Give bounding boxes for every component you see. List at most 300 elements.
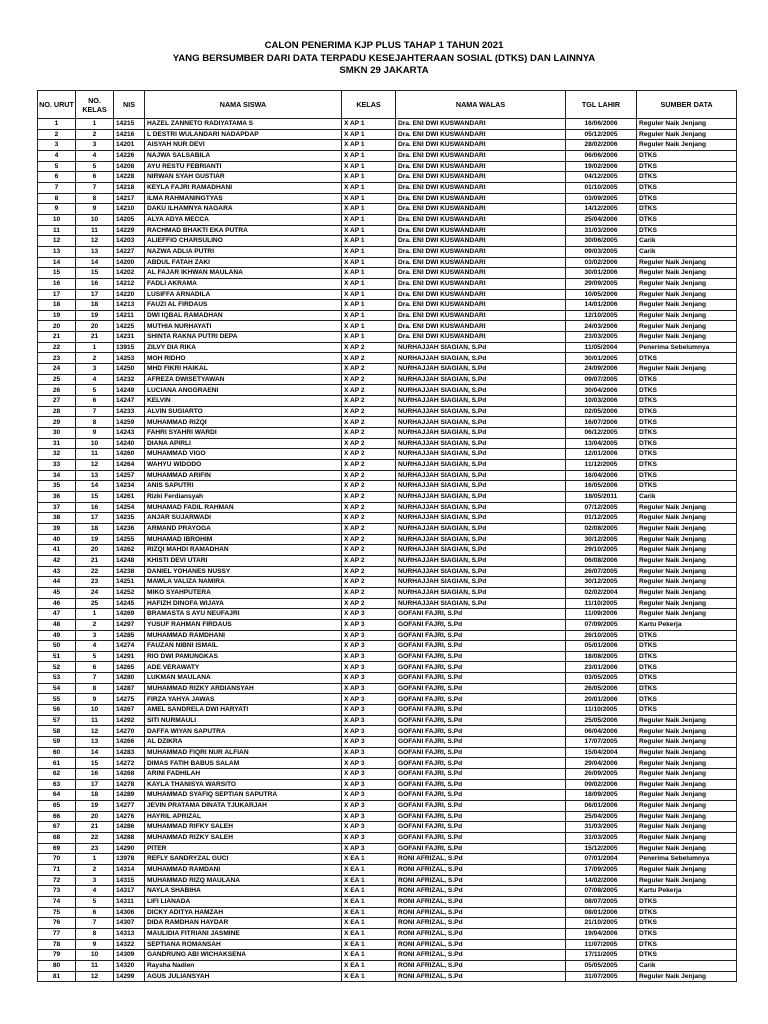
cell-nama-walas: Dra. ENI DWI KUSWANDARI	[396, 332, 566, 343]
cell-sumber-data: DTKS	[637, 683, 737, 694]
cell-nama-siswa: MUHAMMAD FIQRI NUR ALFIAN	[145, 747, 342, 758]
cell-nama-walas: RONI AFRIZAL, S.Pd	[396, 950, 566, 961]
cell-kelas: X AP 1	[342, 193, 396, 204]
cell-sumber-data: Reguler Naik Jenjang	[637, 577, 737, 588]
cell-tgl-lahir: 02/02/2004	[566, 587, 637, 598]
cell-kelas: X AP 3	[342, 673, 396, 684]
cell-nis: 14260	[114, 449, 145, 460]
cell-nama-siswa: LIFI LIANADA	[145, 896, 342, 907]
cell-no-kelas: 1	[76, 609, 114, 620]
cell-nama-siswa: NAYLA SHABIHA	[145, 886, 342, 897]
cell-nama-walas: GOFANI FAJRI, S.Pd	[396, 715, 566, 726]
cell-nama-siswa: HAFIZH DINOFA WIJAYA	[145, 598, 342, 609]
cell-no-urut: 41	[38, 545, 76, 556]
cell-kelas: X AP 2	[342, 566, 396, 577]
cell-no-urut: 64	[38, 790, 76, 801]
cell-no-urut: 37	[38, 502, 76, 513]
cell-sumber-data: Reguler Naik Jenjang	[637, 566, 737, 577]
cell-no-urut: 67	[38, 822, 76, 833]
cell-no-kelas: 21	[76, 555, 114, 566]
cell-sumber-data: Reguler Naik Jenjang	[637, 129, 737, 140]
cell-nis: 14236	[114, 523, 145, 534]
table-row	[38, 257, 737, 268]
cell-no-urut: 42	[38, 555, 76, 566]
cell-sumber-data: DTKS	[637, 481, 737, 492]
cell-no-kelas: 15	[76, 491, 114, 502]
table-row	[38, 236, 737, 247]
cell-nama-walas: GOFANI FAJRI, S.Pd	[396, 832, 566, 843]
cell-no-urut: 9	[38, 204, 76, 215]
cell-nama-walas: NURHAJJAH SIAGIAN, S.Pd	[396, 555, 566, 566]
cell-nama-siswa: YUSUF RAHMAN FIRDAUS	[145, 619, 342, 630]
cell-kelas: X AP 2	[342, 342, 396, 353]
table-row	[38, 534, 737, 545]
cell-kelas: X AP 1	[342, 129, 396, 140]
cell-nis: 14275	[114, 694, 145, 705]
cell-no-kelas: 7	[76, 673, 114, 684]
cell-kelas: X EA 1	[342, 950, 396, 961]
cell-sumber-data: Reguler Naik Jenjang	[637, 779, 737, 790]
cell-no-urut: 15	[38, 268, 76, 279]
cell-nis: 14287	[114, 683, 145, 694]
cell-nis: 14201	[114, 140, 145, 151]
cell-kelas: X AP 3	[342, 619, 396, 630]
cell-nama-walas: NURHAJJAH SIAGIAN, S.Pd	[396, 481, 566, 492]
title-line-2: YANG BERSUMBER DARI DATA TERPADU KESEJAHTERAAN SOSIAL (DTKS) DAN LAINNYA	[172, 52, 596, 64]
cell-kelas: X EA 1	[342, 896, 396, 907]
cell-no-kelas: 4	[76, 374, 114, 385]
cell-sumber-data: Reguler Naik Jenjang	[637, 971, 737, 982]
cell-nis: 14238	[114, 566, 145, 577]
header-tgl-lahir: TGL LAHIR	[566, 91, 637, 119]
cell-no-kelas: 3	[76, 875, 114, 886]
cell-no-urut: 16	[38, 278, 76, 289]
cell-tgl-lahir: 30/12/2005	[566, 577, 637, 588]
cell-tgl-lahir: 05/12/2005	[566, 129, 637, 140]
cell-tgl-lahir: 01/12/2005	[566, 513, 637, 524]
table-row	[38, 779, 737, 790]
cell-nama-siswa: FAUZAN NIBNI ISMAIL	[145, 641, 342, 652]
cell-sumber-data: Reguler Naik Jenjang	[637, 523, 737, 534]
cell-kelas: X AP 2	[342, 481, 396, 492]
cell-kelas: X AP 3	[342, 715, 396, 726]
cell-no-kelas: 25	[76, 598, 114, 609]
cell-no-urut: 1	[38, 119, 76, 130]
cell-nama-walas: RONI AFRIZAL, S.Pd	[396, 896, 566, 907]
cell-kelas: X AP 2	[342, 502, 396, 513]
cell-nama-walas: NURHAJJAH SIAGIAN, S.Pd	[396, 342, 566, 353]
cell-kelas: X EA 1	[342, 918, 396, 929]
table-row	[38, 598, 737, 609]
table-row	[38, 491, 737, 502]
cell-nis: 14234	[114, 481, 145, 492]
cell-tgl-lahir: 30/01/2005	[566, 353, 637, 364]
table-row	[38, 225, 737, 236]
cell-no-urut: 53	[38, 673, 76, 684]
cell-no-kelas: 4	[76, 641, 114, 652]
cell-tgl-lahir: 16/04/2006	[566, 470, 637, 481]
cell-nama-walas: Dra. ENI DWI KUSWANDARI	[396, 236, 566, 247]
cell-tgl-lahir: 07/08/2005	[566, 886, 637, 897]
cell-nama-walas: GOFANI FAJRI, S.Pd	[396, 769, 566, 780]
cell-tgl-lahir: 16/06/2006	[566, 119, 637, 130]
cell-nama-siswa: Raysha Nadien	[145, 960, 342, 971]
cell-no-kelas: 10	[76, 438, 114, 449]
cell-kelas: X AP 1	[342, 172, 396, 183]
cell-nis: 14280	[114, 673, 145, 684]
cell-nama-siswa: AISYAH NUR DEVI	[145, 140, 342, 151]
table-row	[38, 609, 737, 620]
cell-tgl-lahir: 26/05/2006	[566, 683, 637, 694]
cell-nis: 14309	[114, 950, 145, 961]
table-row	[38, 470, 737, 481]
cell-tgl-lahir: 30/01/2006	[566, 268, 637, 279]
cell-nama-walas: NURHAJJAH SIAGIAN, S.Pd	[396, 417, 566, 428]
table-row	[38, 726, 737, 737]
cell-nis: 14253	[114, 353, 145, 364]
cell-nama-walas: NURHAJJAH SIAGIAN, S.Pd	[396, 502, 566, 513]
cell-nama-siswa: KELVIN	[145, 396, 342, 407]
cell-tgl-lahir: 26/10/2005	[566, 630, 637, 641]
cell-nama-siswa: AFREZA DWISETYAWAN	[145, 374, 342, 385]
cell-tgl-lahir: 15/12/2005	[566, 843, 637, 854]
cell-sumber-data: DTKS	[637, 939, 737, 950]
cell-no-kelas: 11	[76, 225, 114, 236]
cell-tgl-lahir: 06/12/2005	[566, 428, 637, 439]
cell-nama-siswa: MUHAMMAD VIGO	[145, 449, 342, 460]
cell-kelas: X AP 3	[342, 641, 396, 652]
cell-kelas: X AP 1	[342, 119, 396, 130]
cell-nis: 14203	[114, 236, 145, 247]
cell-nama-walas: GOFANI FAJRI, S.Pd	[396, 737, 566, 748]
cell-no-urut: 33	[38, 460, 76, 471]
cell-nama-walas: GOFANI FAJRI, S.Pd	[396, 726, 566, 737]
cell-no-urut: 45	[38, 587, 76, 598]
table-row	[38, 971, 737, 982]
cell-sumber-data: Carik	[637, 246, 737, 257]
cell-kelas: X AP 2	[342, 587, 396, 598]
cell-no-kelas: 6	[76, 172, 114, 183]
cell-tgl-lahir: 02/08/2005	[566, 523, 637, 534]
cell-nama-siswa: AL DZIKRA	[145, 737, 342, 748]
cell-tgl-lahir: 19/04/2006	[566, 928, 637, 939]
cell-kelas: X AP 3	[342, 737, 396, 748]
cell-sumber-data: DTKS	[637, 662, 737, 673]
cell-kelas: X AP 3	[342, 779, 396, 790]
cell-nama-siswa: DWI IQBAL RAMADHAN	[145, 310, 342, 321]
cell-kelas: X AP 3	[342, 790, 396, 801]
cell-no-urut: 25	[38, 374, 76, 385]
cell-no-kelas: 17	[76, 513, 114, 524]
cell-no-urut: 14	[38, 257, 76, 268]
header-nama-siswa: NAMA SISWA	[145, 91, 342, 119]
cell-tgl-lahir: 28/02/2006	[566, 140, 637, 151]
cell-nis: 14243	[114, 428, 145, 439]
cell-no-kelas: 19	[76, 801, 114, 812]
cell-no-kelas: 24	[76, 587, 114, 598]
cell-tgl-lahir: 08/01/2006	[566, 907, 637, 918]
table-row	[38, 300, 737, 311]
cell-kelas: X AP 1	[342, 150, 396, 161]
cell-nama-walas: Dra. ENI DWI KUSWANDARI	[396, 161, 566, 172]
cell-tgl-lahir: 07/01/2004	[566, 854, 637, 865]
cell-tgl-lahir: 25/04/2005	[566, 811, 637, 822]
cell-tgl-lahir: 23/01/2006	[566, 662, 637, 673]
cell-kelas: X AP 3	[342, 801, 396, 812]
cell-nama-walas: RONI AFRIZAL, S.Pd	[396, 907, 566, 918]
cell-nis: 14278	[114, 779, 145, 790]
cell-kelas: X AP 2	[342, 545, 396, 556]
cell-sumber-data: Reguler Naik Jenjang	[637, 758, 737, 769]
cell-nama-walas: GOFANI FAJRI, S.Pd	[396, 790, 566, 801]
cell-nama-walas: NURHAJJAH SIAGIAN, S.Pd	[396, 406, 566, 417]
cell-tgl-lahir: 01/10/2005	[566, 182, 637, 193]
cell-no-kelas: 4	[76, 150, 114, 161]
cell-no-urut: 72	[38, 875, 76, 886]
cell-nama-siswa: SHINTA RAKNA PUTRI DEPA	[145, 332, 342, 343]
cell-nama-siswa: MIKO SYAHPUTERA	[145, 587, 342, 598]
cell-kelas: X AP 2	[342, 449, 396, 460]
cell-no-urut: 58	[38, 726, 76, 737]
cell-no-kelas: 12	[76, 726, 114, 737]
cell-tgl-lahir: 10/05/2006	[566, 289, 637, 300]
cell-nama-siswa: NIRWAN SYAH GUSTIAR	[145, 172, 342, 183]
cell-nama-walas: NURHAJJAH SIAGIAN, S.Pd	[396, 374, 566, 385]
table-row	[38, 353, 737, 364]
table-row	[38, 332, 737, 343]
cell-nama-walas: Dra. ENI DWI KUSWANDARI	[396, 119, 566, 130]
table-row	[38, 619, 737, 630]
table-row	[38, 193, 737, 204]
cell-nama-siswa: LUKMAN MAULANA	[145, 673, 342, 684]
cell-nis: 14297	[114, 619, 145, 630]
cell-sumber-data: DTKS	[637, 460, 737, 471]
cell-kelas: X AP 1	[342, 278, 396, 289]
cell-no-kelas: 16	[76, 769, 114, 780]
cell-sumber-data: Reguler Naik Jenjang	[637, 332, 737, 343]
cell-sumber-data: Reguler Naik Jenjang	[637, 257, 737, 268]
cell-kelas: X AP 2	[342, 534, 396, 545]
cell-nama-walas: GOFANI FAJRI, S.Pd	[396, 705, 566, 716]
header-no-kelas: NO. KELAS	[76, 91, 114, 119]
cell-nis: 14306	[114, 907, 145, 918]
cell-no-urut: 79	[38, 950, 76, 961]
cell-kelas: X AP 3	[342, 662, 396, 673]
cell-nama-walas: Dra. ENI DWI KUSWANDARI	[396, 321, 566, 332]
cell-tgl-lahir: 30/04/2006	[566, 385, 637, 396]
cell-tgl-lahir: 02/05/2006	[566, 406, 637, 417]
cell-nis: 14245	[114, 598, 145, 609]
table-row	[38, 673, 737, 684]
cell-tgl-lahir: 09/03/2005	[566, 246, 637, 257]
cell-no-urut: 57	[38, 715, 76, 726]
cell-no-kelas: 15	[76, 758, 114, 769]
cell-sumber-data: DTKS	[637, 694, 737, 705]
table-row	[38, 161, 737, 172]
cell-tgl-lahir: 11/10/2005	[566, 705, 637, 716]
cell-nis: 14210	[114, 204, 145, 215]
cell-no-kelas: 12	[76, 460, 114, 471]
cell-kelas: X AP 3	[342, 832, 396, 843]
cell-sumber-data: Reguler Naik Jenjang	[637, 769, 737, 780]
cell-nama-siswa: KAYLA THANISYA WARSITO	[145, 779, 342, 790]
cell-no-urut: 6	[38, 172, 76, 183]
cell-no-urut: 60	[38, 747, 76, 758]
cell-nama-walas: NURHAJJAH SIAGIAN, S.Pd	[396, 449, 566, 460]
cell-sumber-data: DTKS	[637, 353, 737, 364]
cell-kelas: X AP 2	[342, 417, 396, 428]
cell-nis: 14240	[114, 438, 145, 449]
cell-tgl-lahir: 11/09/2006	[566, 609, 637, 620]
cell-no-kelas: 18	[76, 300, 114, 311]
cell-no-urut: 70	[38, 854, 76, 865]
cell-nama-siswa: SITI NURMAULI	[145, 715, 342, 726]
cell-tgl-lahir: 25/04/2006	[566, 214, 637, 225]
cell-tgl-lahir: 29/09/2005	[566, 278, 637, 289]
cell-tgl-lahir: 31/03/2005	[566, 832, 637, 843]
cell-nama-siswa: ARINI FADHILAH	[145, 769, 342, 780]
cell-kelas: X AP 2	[342, 577, 396, 588]
cell-nis: 14311	[114, 896, 145, 907]
cell-no-kelas: 9	[76, 939, 114, 950]
table-row	[38, 385, 737, 396]
cell-nis: 14289	[114, 790, 145, 801]
cell-nis: 14200	[114, 257, 145, 268]
cell-sumber-data: DTKS	[637, 396, 737, 407]
cell-no-urut: 31	[38, 438, 76, 449]
cell-nama-siswa: FIRZA YAHYA JAWAS	[145, 694, 342, 705]
cell-tgl-lahir: 13/04/2005	[566, 438, 637, 449]
cell-nis: 14267	[114, 705, 145, 716]
cell-nama-siswa: AYU RESTU FEBRIANTI	[145, 161, 342, 172]
cell-kelas: X AP 1	[342, 225, 396, 236]
cell-no-kelas: 20	[76, 321, 114, 332]
cell-nama-siswa: MUHAMAD IBROHIM	[145, 534, 342, 545]
cell-tgl-lahir: 19/02/2006	[566, 161, 637, 172]
cell-nama-walas: NURHAJJAH SIAGIAN, S.Pd	[396, 353, 566, 364]
cell-no-kelas: 7	[76, 918, 114, 929]
cell-sumber-data: DTKS	[637, 428, 737, 439]
cell-no-urut: 77	[38, 928, 76, 939]
header-nis: NIS	[114, 91, 145, 119]
cell-nis: 14291	[114, 651, 145, 662]
cell-nama-walas: NURHAJJAH SIAGIAN, S.Pd	[396, 460, 566, 471]
cell-nis: 14252	[114, 587, 145, 598]
cell-no-urut: 75	[38, 907, 76, 918]
cell-nama-walas: Dra. ENI DWI KUSWANDARI	[396, 257, 566, 268]
table-row	[38, 246, 737, 257]
cell-nama-siswa: WAHYU WIDODO	[145, 460, 342, 471]
cell-nis: 14227	[114, 246, 145, 257]
cell-no-urut: 46	[38, 598, 76, 609]
cell-tgl-lahir: 12/01/2006	[566, 449, 637, 460]
cell-sumber-data: Reguler Naik Jenjang	[637, 811, 737, 822]
cell-no-kelas: 12	[76, 236, 114, 247]
cell-nis: 14313	[114, 928, 145, 939]
cell-no-urut: 17	[38, 289, 76, 300]
cell-no-kelas: 20	[76, 545, 114, 556]
header-sumber-data: SUMBER DATA	[637, 91, 737, 119]
cell-nama-walas: NURHAJJAH SIAGIAN, S.Pd	[396, 545, 566, 556]
table-row	[38, 939, 737, 950]
cell-no-urut: 28	[38, 406, 76, 417]
table-row	[38, 545, 737, 556]
cell-tgl-lahir: 26/09/2005	[566, 769, 637, 780]
cell-no-kelas: 4	[76, 886, 114, 897]
cell-nis: 14229	[114, 225, 145, 236]
table-row	[38, 523, 737, 534]
cell-nis: 14233	[114, 406, 145, 417]
cell-no-urut: 22	[38, 342, 76, 353]
header-kelas: KELAS	[342, 91, 396, 119]
cell-no-urut: 66	[38, 811, 76, 822]
table-row	[38, 705, 737, 716]
cell-no-kelas: 23	[76, 577, 114, 588]
cell-kelas: X AP 3	[342, 822, 396, 833]
table-row	[38, 864, 737, 875]
cell-no-kelas: 19	[76, 534, 114, 545]
cell-nis: 14225	[114, 321, 145, 332]
cell-no-kelas: 5	[76, 651, 114, 662]
table-row	[38, 790, 737, 801]
cell-kelas: X AP 1	[342, 161, 396, 172]
table-row	[38, 630, 737, 641]
table-row	[38, 481, 737, 492]
cell-kelas: X AP 3	[342, 811, 396, 822]
cell-no-kelas: 23	[76, 843, 114, 854]
cell-no-urut: 50	[38, 641, 76, 652]
cell-nama-siswa: BRAMASTA S AYU NEUFAJRI	[145, 609, 342, 620]
cell-sumber-data: Reguler Naik Jenjang	[637, 534, 737, 545]
cell-sumber-data: Reguler Naik Jenjang	[637, 726, 737, 737]
cell-nama-siswa: MUHAMMAD RIFKY SALEH	[145, 822, 342, 833]
cell-no-kelas: 7	[76, 406, 114, 417]
cell-kelas: X AP 1	[342, 300, 396, 311]
cell-nis: 14269	[114, 609, 145, 620]
cell-nama-walas: GOFANI FAJRI, S.Pd	[396, 683, 566, 694]
cell-no-kelas: 19	[76, 310, 114, 321]
cell-tgl-lahir: 29/10/2005	[566, 545, 637, 556]
cell-kelas: X EA 1	[342, 854, 396, 865]
cell-sumber-data: DTKS	[637, 385, 737, 396]
table-row	[38, 119, 737, 130]
cell-no-kelas: 12	[76, 971, 114, 982]
cell-nama-walas: GOFANI FAJRI, S.Pd	[396, 811, 566, 822]
table-row	[38, 896, 737, 907]
cell-sumber-data: DTKS	[637, 918, 737, 929]
cell-nama-siswa: MUHAMAD FADIL RAHMAN	[145, 502, 342, 513]
cell-kelas: X AP 2	[342, 513, 396, 524]
cell-no-kelas: 6	[76, 396, 114, 407]
cell-nis: 14215	[114, 119, 145, 130]
cell-nis: 14307	[114, 918, 145, 929]
cell-no-urut: 52	[38, 662, 76, 673]
cell-no-urut: 71	[38, 864, 76, 875]
cell-nama-siswa: MUTHIA NURHAYATI	[145, 321, 342, 332]
cell-no-urut: 26	[38, 385, 76, 396]
cell-sumber-data: DTKS	[637, 374, 737, 385]
table-row	[38, 747, 737, 758]
cell-no-urut: 20	[38, 321, 76, 332]
cell-no-kelas: 14	[76, 257, 114, 268]
cell-nama-siswa: NAJWA SALSABILA	[145, 150, 342, 161]
cell-kelas: X AP 1	[342, 289, 396, 300]
cell-nis: 14272	[114, 758, 145, 769]
table-row	[38, 587, 737, 598]
cell-no-kelas: 16	[76, 278, 114, 289]
cell-kelas: X EA 1	[342, 971, 396, 982]
cell-sumber-data: Reguler Naik Jenjang	[637, 843, 737, 854]
